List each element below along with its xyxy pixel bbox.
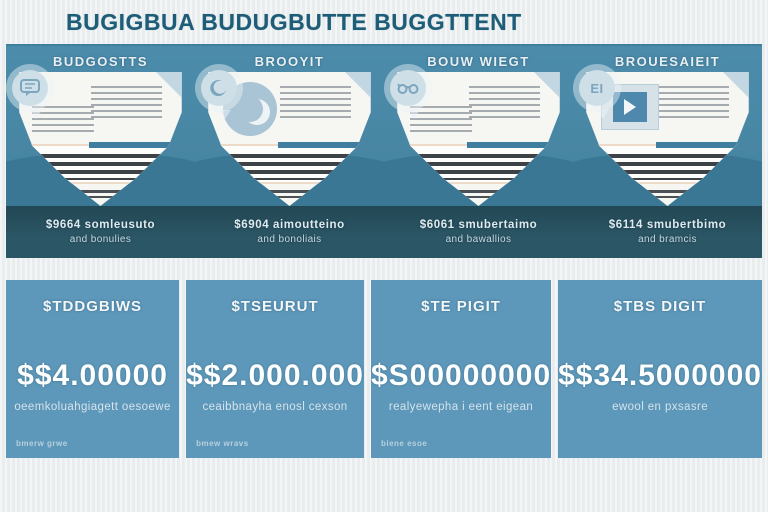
card-amount: $$34.5000000 [558, 359, 762, 392]
title-bar [0, 0, 768, 44]
card-footnote: biene esoe [380, 439, 428, 448]
accent-bar [656, 142, 737, 148]
accent-bar [467, 142, 548, 148]
stats-column-4 [573, 219, 762, 245]
stat-caption: and bonulies [69, 234, 132, 245]
column-badge [384, 64, 432, 112]
glasses-icon [390, 70, 426, 106]
doc-text-lines [469, 86, 541, 118]
ei-badge-icon: EI [579, 70, 615, 106]
column-header: BROUESAIEIT [614, 54, 721, 69]
crescent-icon [201, 70, 237, 106]
card-title: $TDDGBIWS [43, 298, 143, 315]
doc-text-lines [658, 86, 730, 118]
column-header: BROOYIT [254, 54, 325, 69]
band-column-4 [573, 46, 762, 206]
column-badge [573, 64, 621, 112]
card-footnote: bmerw grwe [16, 439, 68, 448]
crescent-icon [237, 96, 263, 122]
stat-caption: and bawallios [445, 234, 512, 245]
card-caption: ceaibbnayha enosl cexson [202, 401, 348, 413]
stat-amount: $6904 aimoutteino [234, 219, 345, 231]
price-card-1 [6, 280, 179, 458]
play-triangle-icon [624, 99, 636, 115]
stat-amount: $9664 somleusuto [45, 219, 156, 231]
column-badge [195, 64, 243, 112]
card-title: $TE PIGIT [421, 298, 501, 315]
price-card-3 [371, 280, 551, 458]
accent-bar [89, 142, 170, 148]
card-amount: $$4.00000 [17, 359, 168, 392]
stat-caption: and bramcis [638, 234, 697, 245]
accent-bar [278, 142, 359, 148]
column-header: BUDGOSTTS [52, 54, 149, 69]
spacer [0, 258, 768, 280]
stat-amount: $6061 smubertaimo [419, 219, 538, 231]
stats-column-1 [6, 219, 195, 245]
price-cards [6, 280, 762, 458]
stat-amount: $6114 smubertbimo [608, 219, 727, 231]
footer-strip [0, 458, 768, 512]
stats-column-2 [195, 219, 384, 245]
card-amount: $S00000000 [370, 359, 552, 392]
card-caption: oeemkoluahgiagett oesoewe [14, 401, 171, 413]
stats-column-3 [384, 219, 573, 245]
card-footnote: bmew wravs [196, 439, 249, 448]
card-caption: realyewepha i eent eigean [388, 401, 534, 413]
band-column-1 [6, 46, 195, 206]
band-column-3 [384, 46, 573, 206]
card-title: $TBS DIGIT [613, 298, 707, 315]
price-card-4 [558, 280, 762, 458]
stats-band [6, 206, 762, 258]
card-caption: ewool en pxsasre [612, 401, 709, 413]
card-title: $TSEURUT [231, 298, 319, 315]
doc-text-lines [280, 86, 352, 118]
price-card-2 [186, 280, 364, 458]
page-title: BUGIGBUA BUDUGBUTTE BUGGTTENT [66, 8, 522, 35]
band-column-2 [195, 46, 384, 206]
doc-text-lines [91, 86, 163, 118]
speech-bubble-icon [12, 70, 48, 106]
stat-caption: and bonoliais [257, 234, 322, 245]
card-amount: $$2.000.000 [186, 359, 364, 392]
column-badge [6, 64, 54, 112]
top-band [6, 44, 762, 206]
column-header: BOUW WIEGT [427, 54, 530, 69]
